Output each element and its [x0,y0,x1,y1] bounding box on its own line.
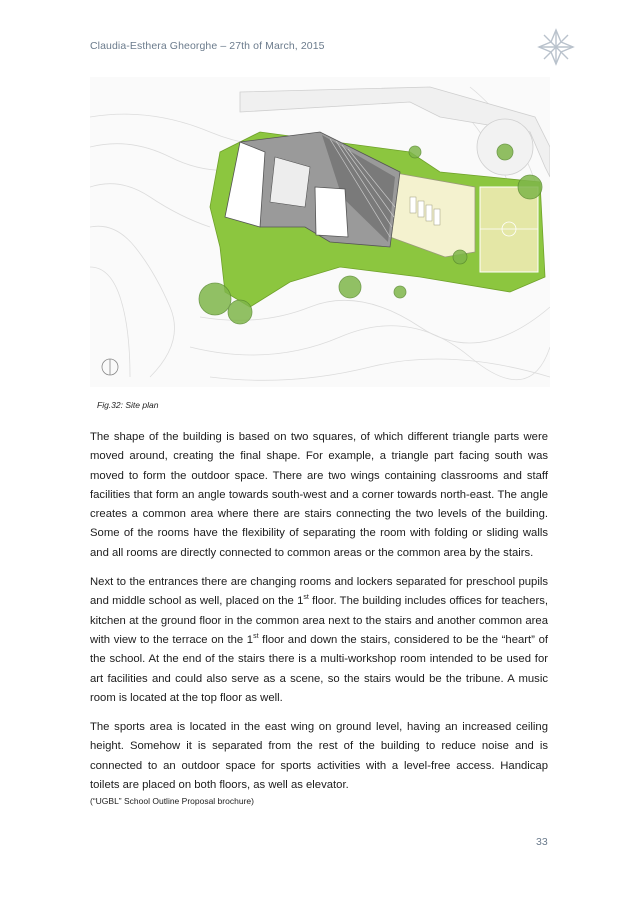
star-logo-icon [536,27,576,67]
sports-field [480,187,538,272]
paragraph-sports-area: The sports area is located in the east wing on ground level, having an increased ceiling height. Somehow it is separated from the rest of the building to reduce noise and is connected to an outdoor space for sports activities with a level-free access. Handicap toilets are placed on both floors, as well as elevator. [90,721,548,792]
source-citation: (“UGBL” School Outline Proposal brochure) [90,796,254,807]
page-header: Claudia-Esthera Gheorghe – 27th of March, 2015 [90,40,325,52]
site-plan-figure [90,77,550,387]
figure-caption: Fig.32: Site plan [97,400,159,410]
north-arrow-icon [102,359,118,375]
site-plan-drawing [90,77,550,387]
paragraph-building-shape: The shape of the building is based on two squares, of which different triangle parts were moved around, creating the final shape. For example, a triangle part facing south was moved to form the outdoor space. There are two wings containing classrooms and staff facilities that form an angle towards south-west and a corner towards north-east. The angle creates a common area where there are stairs connecting the two levels of the building. Some of the rooms have the flexibility of separating the room with folding or sliding walls and all rooms are directly connected to common areas or the common area by the stairs. [90,431,548,559]
paragraph-entrances: Next to the entrances there are changing rooms and lockers separated for preschool pupils and middle school as well, placed on the 1st floor. The building includes offices for teachers, kitchen at the ground floor in the common area next to the stairs and another common area with view to the terrace on the 1st floor and down the stairs, considered to be the “heart” of the school. At the end of the stairs there is a multi-workshop room intended to be used for art facilities and could also serve as a scene, so the stairs would be the tribune. A music room is located at the top floor as well. [90,576,549,704]
body-text [90,428,548,807]
page-number: 33 [536,836,548,848]
